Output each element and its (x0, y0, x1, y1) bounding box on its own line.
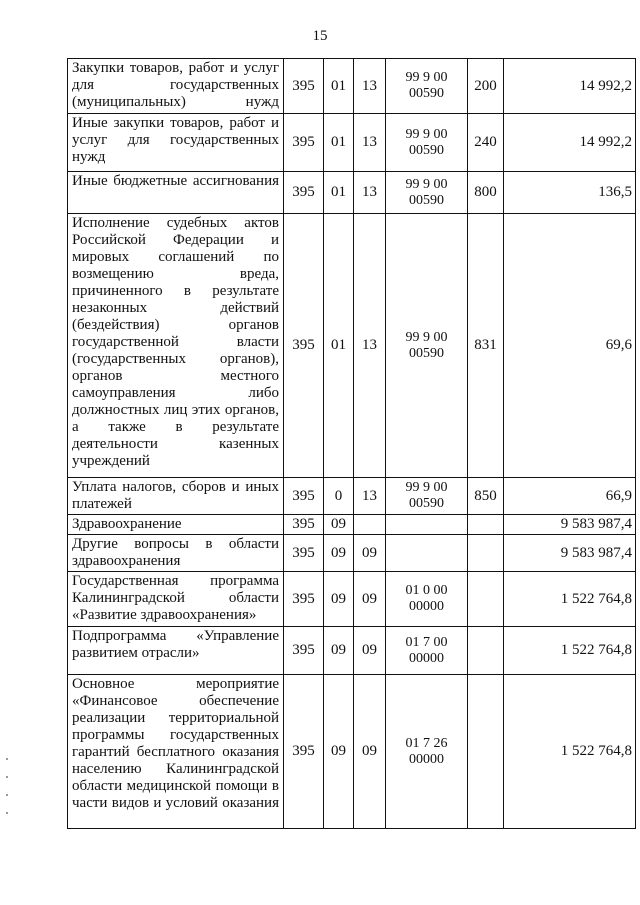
section-code: 09 (324, 535, 354, 572)
target-code: 99 9 00 00590 (386, 214, 468, 478)
target-code: 99 9 00 00590 (386, 172, 468, 214)
row-name: Государственная программа Калининградской области «Развитие здравоохранения» (68, 572, 284, 627)
ministry-code: 395 (284, 114, 324, 172)
row-name: Исполнение судебных актов Российской Федерации и мировых соглашений по возмещению вреда, причиненного в результате незаконных действий (бездействия) органов государственной власти (государственных органов), органов местного самоуправления либо должностных лиц этих органов, а также в результате деятельности казенных учреждений (68, 214, 284, 478)
scan-margin-marks (6, 758, 10, 838)
subsection-code: 09 (354, 675, 386, 829)
ministry-code: 395 (284, 627, 324, 675)
subsection-code: 09 (354, 627, 386, 675)
amount: 9 583 987,4 (504, 515, 636, 535)
section-code: 01 (324, 114, 354, 172)
subsection-code (354, 515, 386, 535)
target-code: 99 9 00 00590 (386, 114, 468, 172)
expense-type-code (468, 572, 504, 627)
ministry-code: 395 (284, 535, 324, 572)
amount: 1 522 764,8 (504, 572, 636, 627)
expense-type-code (468, 535, 504, 572)
subsection-code: 13 (354, 59, 386, 114)
target-code: 01 7 00 00000 (386, 627, 468, 675)
ministry-code: 395 (284, 59, 324, 114)
ministry-code: 395 (284, 214, 324, 478)
ministry-code: 395 (284, 675, 324, 829)
table-row (68, 535, 636, 572)
table-row (68, 515, 636, 535)
section-code: 01 (324, 59, 354, 114)
ministry-code: 395 (284, 172, 324, 214)
table-row (68, 572, 636, 627)
amount: 69,6 (504, 214, 636, 478)
target-code: 01 0 00 00000 (386, 572, 468, 627)
expense-type-code: 850 (468, 478, 504, 515)
page-number: 15 (312, 28, 328, 44)
section-code: 09 (324, 515, 354, 535)
amount: 14 992,2 (504, 114, 636, 172)
row-name: Закупки товаров, работ и услуг для государственных (муниципальных) нужд (68, 59, 284, 114)
budget-table (67, 58, 636, 829)
expense-type-code: 200 (468, 59, 504, 114)
table-row (68, 627, 636, 675)
target-code (386, 515, 468, 535)
ministry-code: 395 (284, 478, 324, 515)
amount: 1 522 764,8 (504, 627, 636, 675)
ministry-code: 395 (284, 515, 324, 535)
section-code: 09 (324, 627, 354, 675)
subsection-code: 13 (354, 172, 386, 214)
row-name: Иные бюджетные ассигнования (68, 172, 284, 214)
table-row (68, 478, 636, 515)
row-name: Здравоохранение (68, 515, 284, 535)
section-code: 01 (324, 172, 354, 214)
section-code: 01 (324, 214, 354, 478)
row-name: Уплата налогов, сборов и иных платежей (68, 478, 284, 515)
table-row (68, 59, 636, 114)
row-name: Подпрограмма «Управление развитием отрасли» (68, 627, 284, 675)
table-row (68, 114, 636, 172)
ministry-code: 395 (284, 572, 324, 627)
section-code: 09 (324, 572, 354, 627)
target-code: 99 9 00 00590 (386, 478, 468, 515)
amount: 9 583 987,4 (504, 535, 636, 572)
table-row (68, 172, 636, 214)
row-name: Иные закупки товаров, работ и услуг для государственных нужд (68, 114, 284, 172)
expense-type-code (468, 515, 504, 535)
section-code: 0 (324, 478, 354, 515)
subsection-code: 13 (354, 114, 386, 172)
amount: 14 992,2 (504, 59, 636, 114)
table-row (68, 214, 636, 478)
table-row (68, 675, 636, 829)
amount: 66,9 (504, 478, 636, 515)
expense-type-code (468, 627, 504, 675)
expense-type-code: 240 (468, 114, 504, 172)
subsection-code: 09 (354, 535, 386, 572)
expense-type-code: 831 (468, 214, 504, 478)
amount: 1 522 764,8 (504, 675, 636, 829)
row-name: Другие вопросы в области здравоохранения (68, 535, 284, 572)
row-name: Основное мероприятие «Финансовое обеспечение реализации территориальной программы государственных гарантий бесплатного оказания населению Калининградской области медицинской помощи в части видов и условий оказания (68, 675, 284, 829)
expense-type-code: 800 (468, 172, 504, 214)
subsection-code: 13 (354, 478, 386, 515)
section-code: 09 (324, 675, 354, 829)
expense-type-code (468, 675, 504, 829)
amount: 136,5 (504, 172, 636, 214)
target-code: 99 9 00 00590 (386, 59, 468, 114)
subsection-code: 09 (354, 572, 386, 627)
target-code (386, 535, 468, 572)
target-code: 01 7 26 00000 (386, 675, 468, 829)
subsection-code: 13 (354, 214, 386, 478)
